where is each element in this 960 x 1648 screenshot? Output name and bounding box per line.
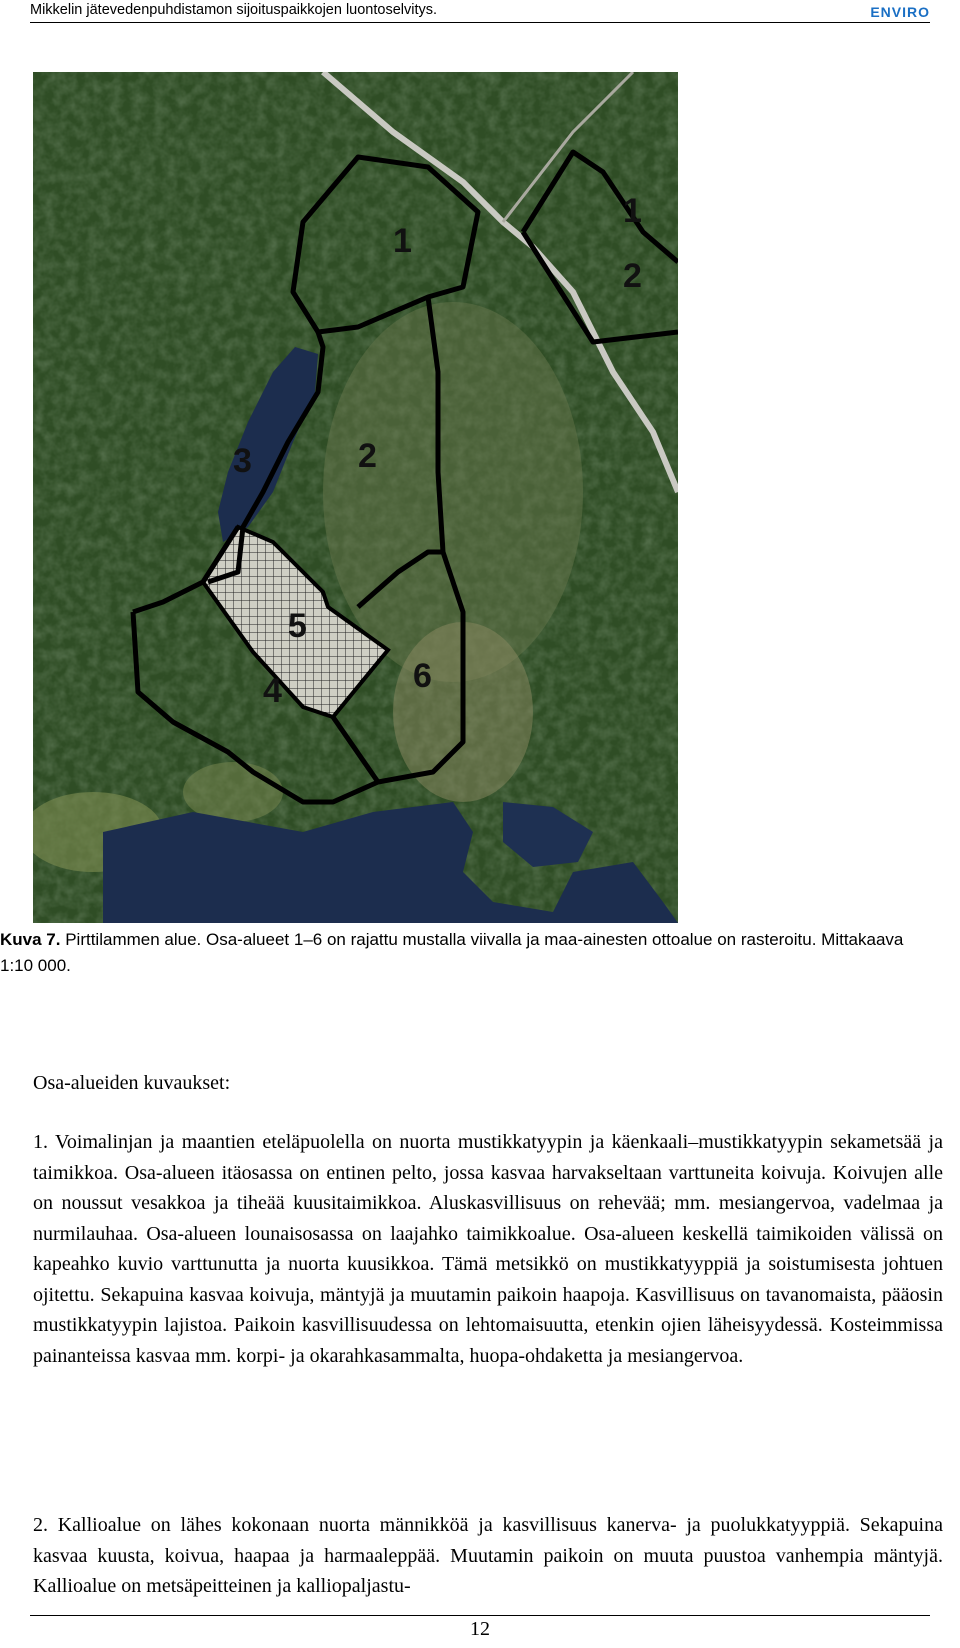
map-label-1-east: 1 xyxy=(623,192,642,230)
map-label-5: 5 xyxy=(288,607,307,645)
header-title: Mikkelin jätevedenpuhdistamon sijoituspaikkojen luontoselvitys. xyxy=(30,2,438,18)
map-label-2-east: 2 xyxy=(623,257,642,295)
map-svg xyxy=(33,72,678,923)
section-subheading: Osa-alueiden kuvaukset: xyxy=(33,1072,231,1094)
page-number: 12 xyxy=(470,1618,490,1640)
enviro-logo: ENVIRO xyxy=(870,4,930,20)
map-label-3: 3 xyxy=(233,442,252,480)
paragraph-area-2: 2. Kallioalue on lähes kokonaan nuorta männikköä ja kasvillisuus kanerva- ja puolukkatyyppiä. Sekapuina kasvaa kuusta, koivua, haapaa ja harmaaleppää. Muutamin paikoin on muuta puustoa vanhempia mäntyjä. Kallioalue on metsäpeitteinen ja kalliopaljastu- xyxy=(33,1514,943,1597)
map-label-1: 1 xyxy=(393,222,412,260)
caption-text: Pirttilammen alue. Osa-alueet 1–6 on rajattu mustalla viivalla ja maa-ainesten ottoalue on rasteroitu. Mittakaava 1:10 000. xyxy=(0,930,904,975)
paragraph-area-1: 1. Voimalinjan ja maantien eteläpuolella on nuorta mustikkatyypin ja käenkaali–mustikkatyypin sekametsää ja taimikkoa. Osa-alueen itäosassa on entinen pelto, jossa kasvaa harvakseltaan varttuneita koivuja. Koivujen alle on noussut vesakkoa ja tiheää kuusitaimikkoa. Aluskasvillisuus on rehevää; mm. mesiangervoa, vadelmaa ja nurmilauhaa. Osa-alueen lounaisosassa on laajahko taimikkoalue. Osa-alueen keskellä taimikoiden välissä on kapeahko kuvio varttunutta ja nuorta kuusikkoa. Tämä metsikkö on mustikkatyyppiä ja soistumisesta johtuen ojitettu. Sekapuina kasvaa koivuja, mäntyjä ja muutamin paikoin haapoja. Kasvillisuus on tavanomaista, pääosin mustikkatyypin lajistoa. Paikoin kasvillisuudessa on lehtomaisuutta, etenkin ojien läheisyydessä. Kosteimmissa painanteissa kasvaa mm. korpi- ja okarahkasammalta, huopa-ohdaketta ja mesiangervoa. xyxy=(33,1131,943,1367)
map-label-4: 4 xyxy=(263,672,282,710)
figure-caption xyxy=(0,927,940,979)
map-label-6: 6 xyxy=(413,657,432,695)
page-header xyxy=(30,0,930,23)
footer-rule xyxy=(30,1615,930,1616)
aerial-map xyxy=(33,72,678,923)
map-label-2: 2 xyxy=(358,437,377,475)
caption-label: Kuva 7. xyxy=(0,930,61,949)
